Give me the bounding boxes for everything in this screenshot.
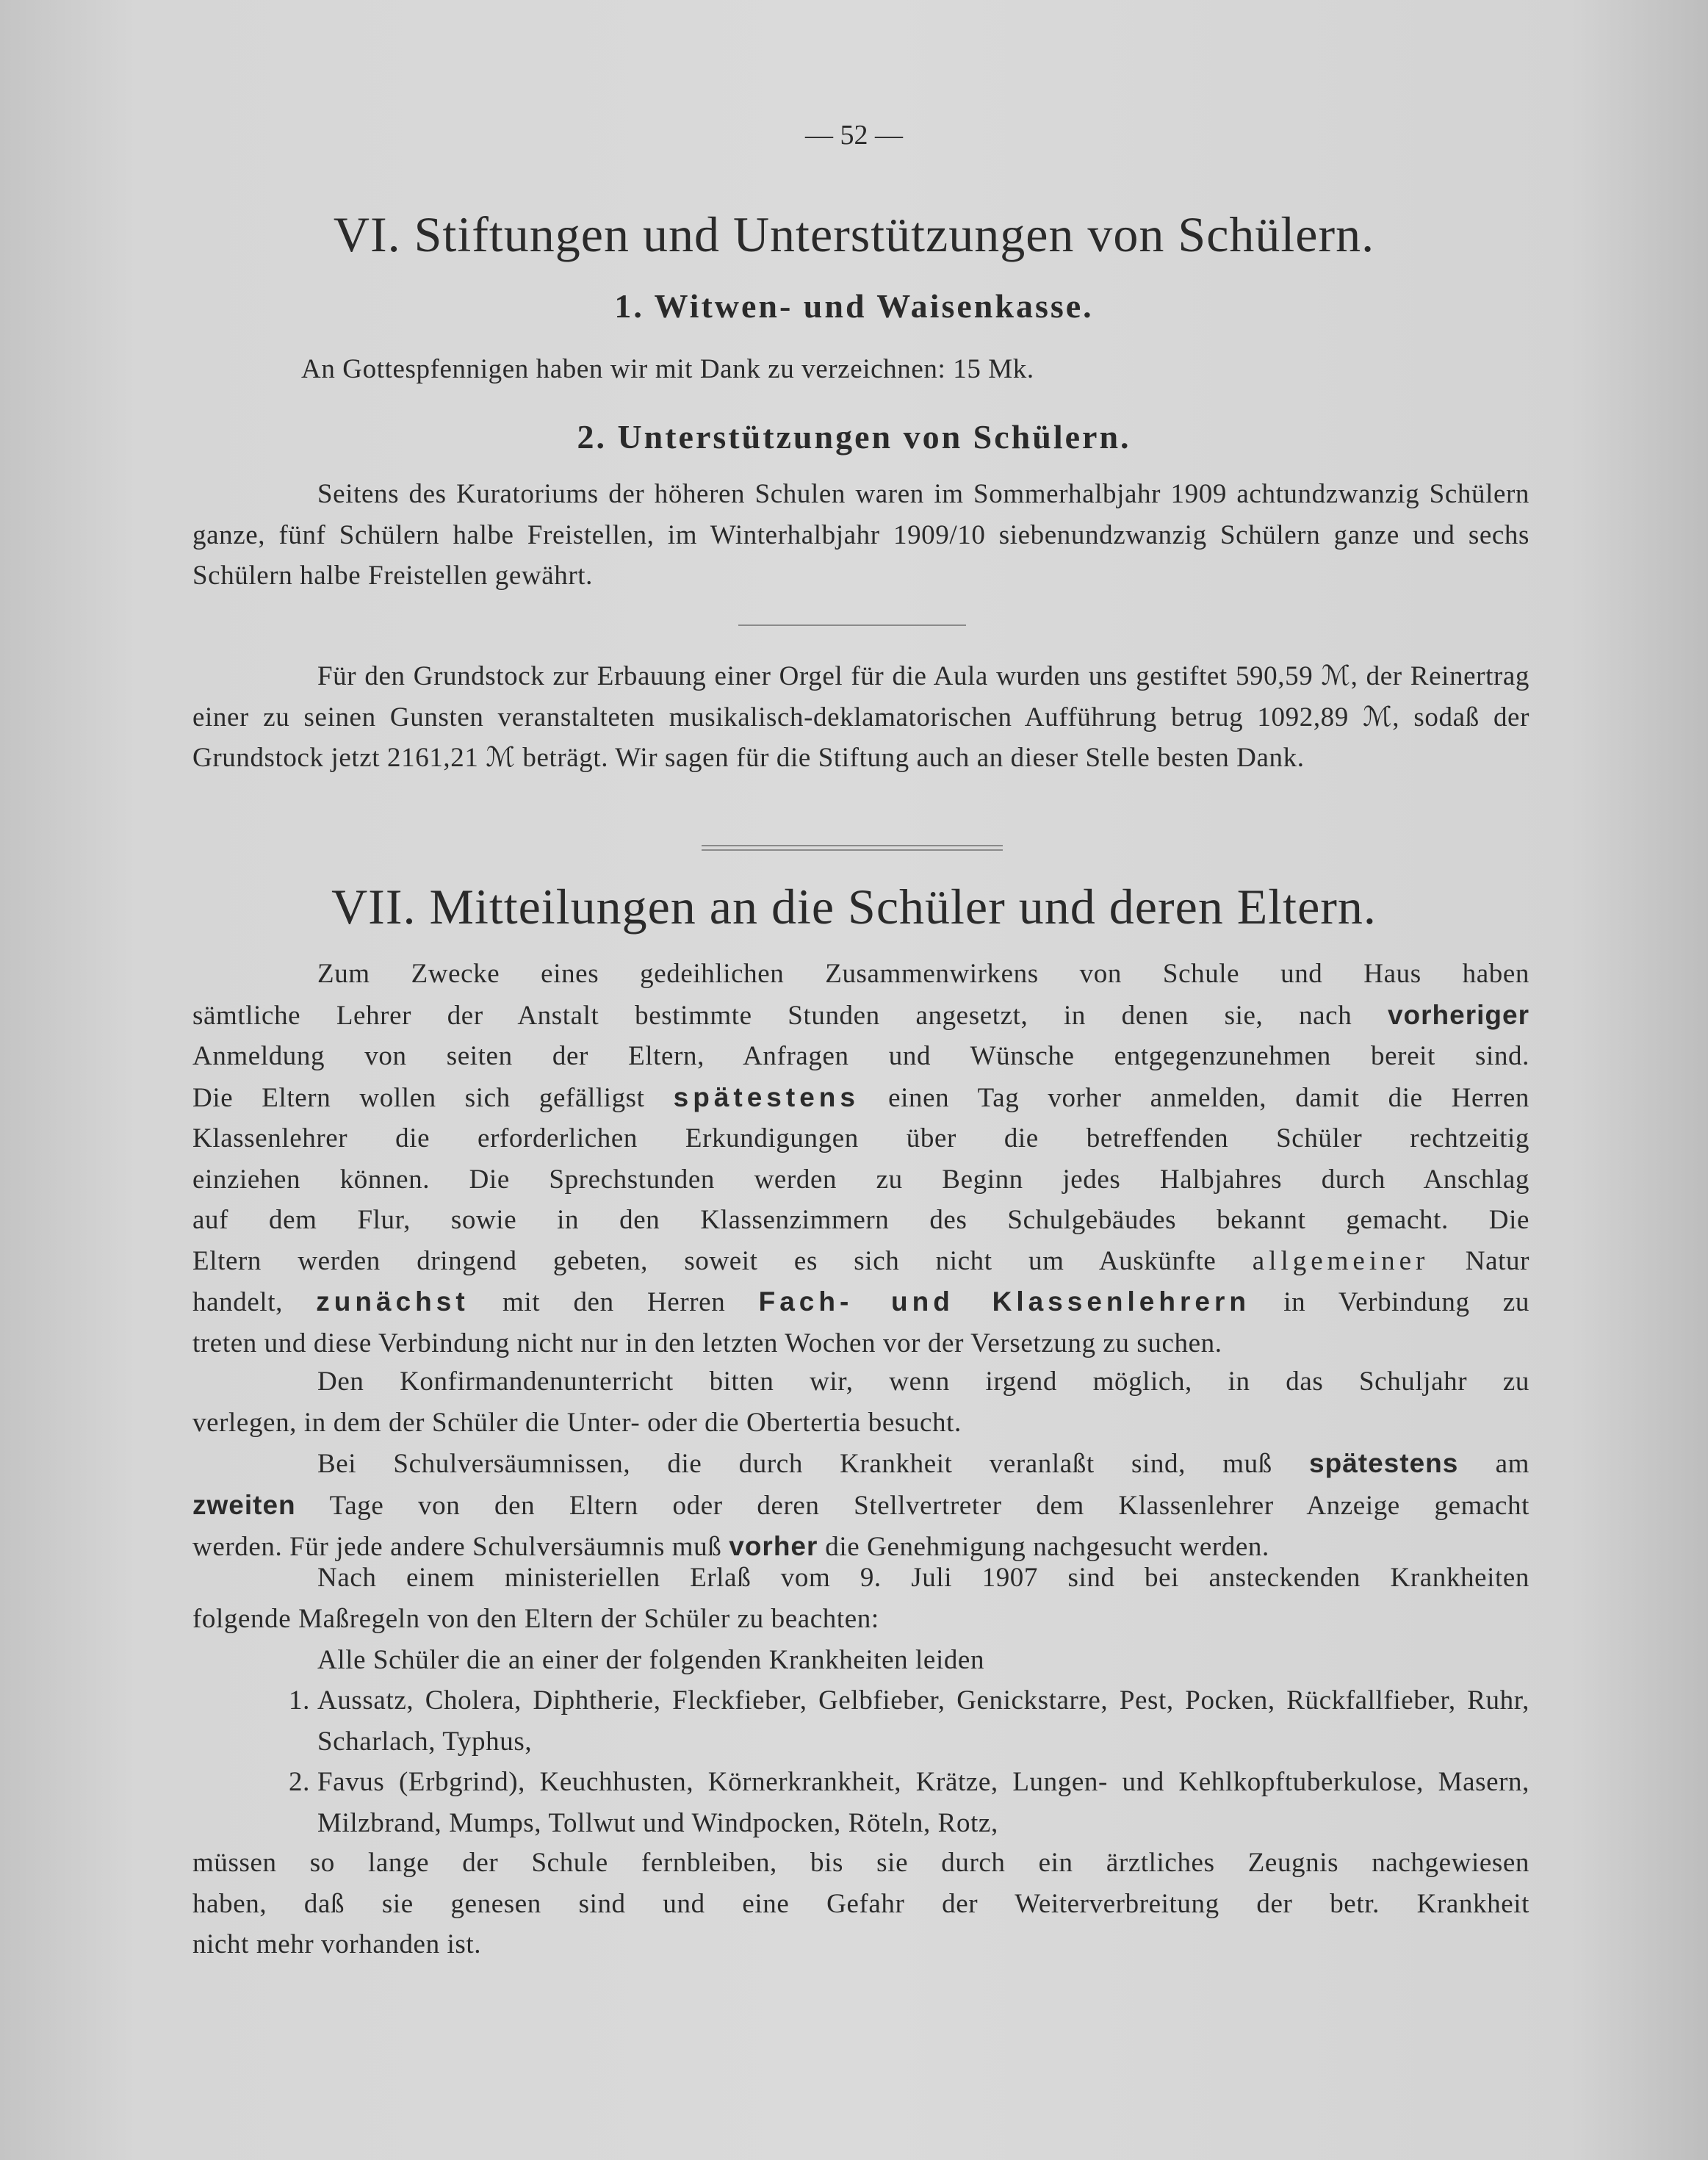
emphasis-spaetestens: spätestens xyxy=(673,1081,860,1112)
list-item xyxy=(192,1762,1529,1843)
emphasis-spaetestens-2: spätestens xyxy=(1309,1448,1459,1478)
orgel-paragraph: Für den Grundstock zur Erbauung einer Orgel für die Aula wurden uns gestiftet 590,59 ℳ, der Reinertrag einer zu seinen Gunsten veranstalteten musikalisch-deklamatorischen Aufführung betrug 1092,89 ℳ, sodaß der Grundstock jetzt 2161,21 ℳ beträgt. Wir sagen für die Stiftung auch an dieser Stelle besten Dank. xyxy=(192,661,1529,773)
section-divider xyxy=(702,845,1003,851)
text-line: müssen so lange der Schule fernbleiben, bis sie durch ein ärztliches Zeugnis nachgewiesen xyxy=(192,1848,1529,1878)
emphasis-zweiten: zweiten xyxy=(192,1489,296,1520)
text-line: nicht mehr vorhanden ist. xyxy=(192,1929,482,1959)
gottespfennige-text: An Gottespfennigen haben wir mit Dank zu verzeichnen: 15 Mk. xyxy=(301,354,1034,384)
text-line: folgende Maßregeln von den Eltern der Schüler zu beachten: xyxy=(192,1603,879,1634)
emphasis-vorher: vorher xyxy=(729,1531,818,1561)
text-line: werden. Für jede andere Schulversäumnis muß vorher die Genehmigung nachgesucht werden. xyxy=(192,1531,1269,1562)
konfirmanden-paragraph xyxy=(192,1361,1529,1443)
text-line: einziehen können. Die Sprechstunden werden zu Beginn jedes Halbjahres durch Anschlag xyxy=(192,1164,1529,1195)
text-line: verlegen, in dem der Schüler die Unter- oder die Obertertia besucht. xyxy=(192,1407,962,1438)
page-number: — 52 — xyxy=(805,120,903,151)
section-7-heading: VII. Mitteilungen an die Schüler und deren Eltern. xyxy=(331,879,1377,935)
emphasis-zunaechst: zunächst xyxy=(316,1286,469,1317)
fernbleiben-paragraph xyxy=(192,1843,1529,1965)
section-6-heading: VI. Stiftungen und Unterstützungen von Schülern. xyxy=(333,206,1375,262)
text-line: Den Konfirmandenunterricht bitten wir, wenn irgend möglich, in das Schuljahr zu xyxy=(317,1367,1529,1397)
schulversaeumnis-paragraph xyxy=(192,1443,1529,1568)
emphasis-fach-klassenlehrern: Fach- und Klassenlehrern xyxy=(758,1286,1250,1317)
list-item-text: Favus (Erbgrind), Keuchhusten, Körnerkrankheit, Krätze, Lungen- und Kehlkopftuberkulose, Masern, Milzbrand, Mumps, Tollwut und Windpocken, Röteln, Rotz, xyxy=(317,1767,1529,1838)
text-line: treten und diese Verbindung nicht nur in den letzten Wochen vor der Versetzung zu suchen. xyxy=(192,1328,1222,1358)
text-line: Bei Schulversäumnissen, die durch Krankheit veranlaßt sind, muß spätestens am xyxy=(317,1448,1529,1479)
text-line: Klassenlehrer die erforderlichen Erkundigungen über die betreffenden Schüler rechtzeitig xyxy=(192,1123,1529,1153)
witwen-waisenkasse-heading: 1. Witwen- und Waisenkasse. xyxy=(614,287,1094,325)
text-line: Zum Zwecke eines gedeihlichen Zusammenwirkens von Schule und Haus haben xyxy=(317,959,1529,989)
text-line: zweiten Tage von den Eltern oder deren Stellvertreter dem Klassenlehrer Anzeige gemacht xyxy=(192,1489,1530,1521)
emphasis-allgemeiner: allgemeiner xyxy=(1252,1245,1430,1276)
list-item-number: 2. xyxy=(289,1767,310,1797)
erlass-paragraph xyxy=(192,1558,1529,1639)
text-line: Nach einem ministeriellen Erlaß vom 9. Juli 1907 sind bei ansteckenden Krankheiten xyxy=(317,1563,1529,1593)
krankheiten-intro: Alle Schüler die an einer der folgenden Krankheiten leiden xyxy=(317,1645,985,1675)
separator-rule xyxy=(738,624,966,626)
list-item-text: Aussatz, Cholera, Diphtherie, Fleckfieber, Gelbfieber, Genickstarre, Pest, Pocken, Rückfallfieber, Ruhr, Scharlach, Typhus, xyxy=(317,1685,1529,1757)
unterstuetzungen-heading: 2. Unterstützungen von Schülern. xyxy=(577,418,1131,456)
freistellen-paragraph: Seitens des Kuratoriums der höheren Schulen waren im Sommerhalbjahr 1909 achtundzwanzig Schülern ganze, fünf Schülern halbe Freistellen, im Winterhalbjahr 1909/10 siebenundzwanzig Schülern ganze und sechs Schülern halbe Freistellen gewährt. xyxy=(192,479,1529,591)
emphasis-vorheriger: vorheriger xyxy=(1387,999,1529,1030)
text-line: auf dem Flur, sowie in den Klassenzimmern des Schulgebäudes bekannt gemacht. Die xyxy=(192,1205,1529,1235)
text-line: sämtliche Lehrer der Anstalt bestimmte Stunden angesetzt, in denen sie, nach vorheriger xyxy=(192,999,1529,1031)
text-line: Anmeldung von seiten der Eltern, Anfragen und Wünsche entgegenzunehmen bereit sind. xyxy=(192,1041,1529,1071)
text-line: Die Eltern wollen sich gefälligst spätestens einen Tag vorher anmelden, damit die Herren xyxy=(192,1081,1529,1113)
text-line: handelt, zunächst mit den Herren Fach- und Klassenlehrern in Verbindung zu xyxy=(192,1286,1529,1317)
text-line: haben, daß sie genesen sind und eine Gefahr der Weiterverbreitung der betr. Krankheit xyxy=(192,1888,1529,1919)
list-item xyxy=(192,1680,1529,1762)
sprechstunden-paragraph xyxy=(192,954,1529,1364)
text-line: Eltern werden dringend gebeten, soweit es sich nicht um Auskünfte allgemeiner Natur xyxy=(192,1245,1530,1276)
list-item-number: 1. xyxy=(289,1685,310,1716)
